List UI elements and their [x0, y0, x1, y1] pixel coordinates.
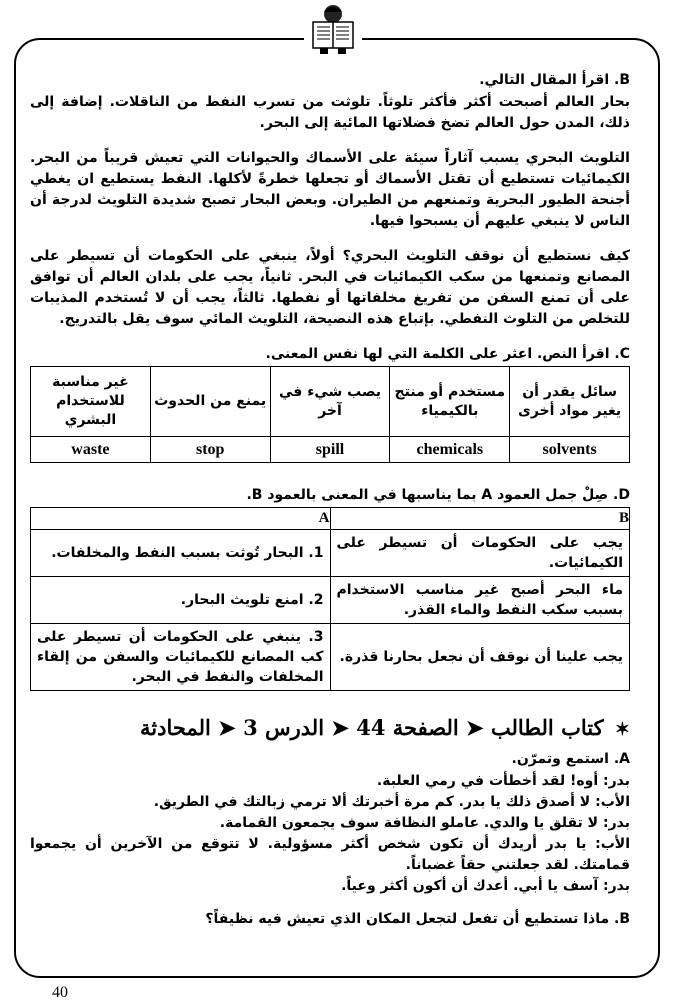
word-cell: chemicals: [390, 437, 510, 463]
definition-cell: يصب شيء في آخر: [270, 367, 390, 437]
section-b-label: B. اقرأ المقال التالي.: [479, 72, 630, 88]
section-d-label: D. صِلْ جمل العمود A بما يناسبها في المعنى بالعمود B.: [246, 487, 630, 503]
dialog-label: A. استمع وتمرّن.: [511, 751, 630, 767]
section-c-label: C. اقرأ النص. اعثر على الكلمة التي لها نفس المعنى.: [265, 346, 630, 362]
column-a-cell: 1. البحار تُوثت بسبب النفط والمخلفات.: [31, 530, 331, 577]
word-cell: stop: [150, 437, 270, 463]
dialog-line: بدر: آسف يا أبي. أعدك أن أكون أكثر وعياً.: [341, 878, 630, 894]
article-paragraph-1: بحار العالم أصبحت أكثر فأكثر تلوثاً. تلوثت من تسرب النفط من الناقلات. إضافة إلى ذلك، المدن حول العالم تضخ فضلاتها المائية إلى البحر.: [30, 94, 630, 131]
table-row: [31, 367, 630, 437]
article-paragraph-2: التلويث البحري يسبب آثاراً سيئة على الأسماك والحيوانات التي تعيش قريباً من البحر. الكيمائيات تستطيع أن تقتل الأسماك أو تجعلها خطرةً لأكلها. النفط يستطيع ان يغطي أجنحة الطيور البحرية وتمنعهم من الطيران. وبعض البحار تصبح شديدة التلويث لدرجة أن الناس لا ينبغي عليهم أن يسبحوا فيها.: [30, 150, 630, 229]
dialog-section: [30, 749, 630, 897]
column-b-cell: ماء البحر أصبح غير مناسب الاستخدام بسبب سكب النفط والماء القذر.: [330, 577, 630, 624]
table-row: [31, 530, 630, 577]
question-b: B. ماذا تستطيع أن تفعل لتجعل المكان الذي تعيش فيه نظيفاً؟: [205, 911, 630, 927]
lesson-title: كتاب الطالب ➤ الصفحة 44 ➤ الدرس 3 ➤ المحادثة: [140, 715, 604, 740]
word-cell: waste: [31, 437, 151, 463]
table-row: [31, 624, 630, 691]
table-header-row: [31, 508, 630, 530]
definition-cell: غير مناسبة للاستخدام البشري: [31, 367, 151, 437]
column-a-header: A: [31, 508, 331, 530]
column-b-cell: يجب علينا أن نوقف أن نجعل بحارنا قذرة.: [330, 624, 630, 691]
table-row: [31, 577, 630, 624]
definition-cell: سائل يقدر أن يغير مواد أخرى: [510, 367, 630, 437]
column-a-cell: 2. امنع تلويث البحار.: [31, 577, 331, 624]
definition-cell: يمنع من الحدوث: [150, 367, 270, 437]
matching-table: [30, 507, 630, 691]
column-a-cell: 3. ينبغي على الحكومات أن تسيطر على كب المصانع للكيمائيات والسفن من إلقاء المخلفات والنفط في البحر.: [31, 624, 331, 691]
star-icon: ✶: [614, 719, 630, 740]
dialog-line: بدر: أوه! لقد أخطأت في رمي العلبة.: [376, 773, 630, 789]
definition-cell: مستخدم أو منتج بالكيمياء: [390, 367, 510, 437]
vocabulary-table: [30, 366, 630, 463]
page-number: 40: [52, 984, 68, 1001]
article-paragraph-3: كيف نستطيع أن نوقف التلويث البحري؟ أولاً، ينبغي على الحكومات أن تسيطر على المصانع وتمنعها من سكب الكيمائيات في البحر. ثانياً، يجب على بلدان العالم أن توافق على أن تمنع السفن من تفريغ مخلفاتها أو نفطها. ثالثاً، يجب أن لا تُستخدم المذيبات للتخلص من التلوث النفطي. بإتباع هذه النصيحة، التلويث المائي سوف يقل بالتدريج.: [30, 248, 630, 327]
lesson-heading: [30, 713, 630, 745]
dialog-line: الأب: لا أصدق ذلك يا بدر. كم مرة أخبرتك ألا ترمي زبالتك في الطريق.: [153, 794, 630, 810]
reading-person-icon: [304, 2, 362, 54]
word-cell: spill: [270, 437, 390, 463]
word-cell: solvents: [510, 437, 630, 463]
page-content: [30, 70, 630, 931]
dialog-line: بدر: لا تقلق يا والدي. عاملو النظافة سوف يجمعون القمامة.: [219, 815, 630, 831]
table-row: [31, 437, 630, 463]
column-b-cell: يجب على الحكومات أن تسيطر على الكيمائيات.: [330, 530, 630, 577]
dialog-line: الأب: يا بدر أريدك أن تكون شخص أكثر مسؤولية. لا تتوقع من الآخرين أن يجمعوا قمامتك. لقد جعلتني حقاً غضباناً.: [30, 836, 630, 873]
column-b-header: B: [330, 508, 630, 530]
